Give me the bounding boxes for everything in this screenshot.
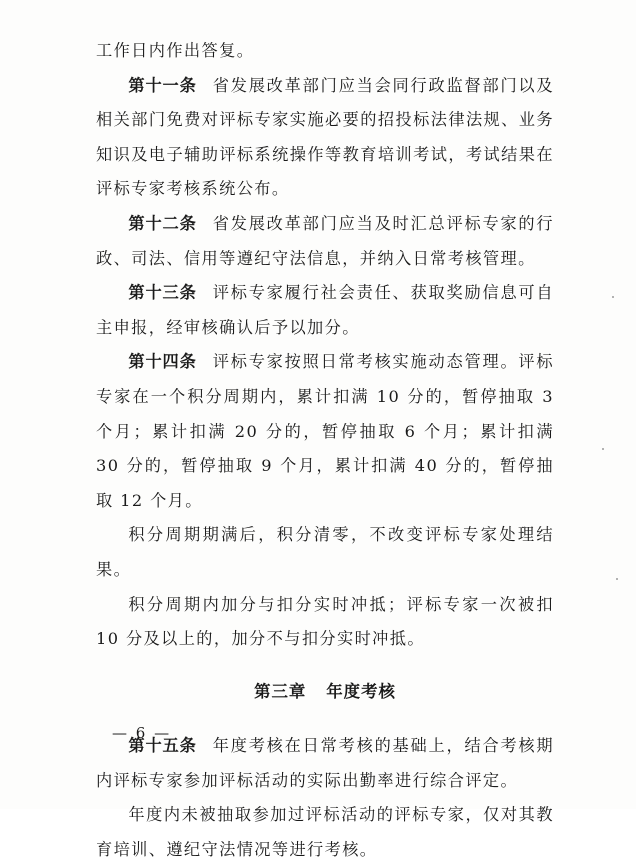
article-13-label: 第十三条 [128, 283, 197, 303]
article-15-text: 年度考核在日常考核的基础上，结合考核期内评标专家参加评标活动的实际出勤率进行综合评定。 [96, 736, 555, 790]
article-11-label: 第十一条 [128, 75, 197, 95]
document-body [96, 34, 554, 868]
article-12-text: 省发展改革部门应当及时汇总评标专家的行政、司法、信用等遵纪守法信息，并纳入日常考核管理。 [96, 213, 555, 268]
page-number: — 6 — [112, 724, 172, 742]
article-12-label: 第十二条 [128, 213, 197, 233]
final-paragraph: 年度内未被抽取参加过评标活动的评标专家，仅对其教育培训、遵纪守法情况等进行考核。 [96, 805, 554, 860]
article-11-text: 省发展改革部门应当会同行政监督部门以及相关部门免费对评标专家实施必要的招投标法律法规、业务知识及电子辅助评标系统操作等教育培训考试，考试结果在评标专家考核系统公布。 [96, 75, 555, 199]
scan-speck [612, 296, 614, 298]
points-reset-paragraph: 积分周期期满后，积分清零，不改变评标专家处理结果。 [96, 525, 554, 579]
chapter-title: 年度考核 [326, 681, 396, 701]
article-13-text: 评标专家履行社会责任、获取奖励信息可自主申报，经审核确认后予以加分。 [96, 283, 555, 337]
article-14-label: 第十四条 [128, 352, 197, 372]
scan-speck [616, 578, 618, 580]
article-12 [96, 207, 554, 276]
chapter-number: 第三章 [254, 681, 307, 701]
article-14-text: 评标专家按照日常考核实施动态管理。评标专家在一个积分周期内，累计扣满 10 分的，暂停抽取 3 个月；累计扣满 20 分的，暂停抽取 6 个月；累计扣满 30 分的，暂停抽取 9 个月，累计扣满 40 分的，暂停抽取 12 个月。 [96, 352, 555, 510]
article-15-label: 第十五条 [128, 736, 197, 756]
article-11 [96, 69, 554, 207]
opening-line: 工作日内作出答复。 [96, 41, 255, 60]
points-offset-paragraph: 积分周期内加分与扣分实时冲抵；评标专家一次被扣 10 分及以上的，加分不与扣分实时冲抵。 [96, 594, 554, 649]
scan-speck [602, 448, 604, 450]
article-13 [96, 276, 554, 345]
chapter-heading [96, 675, 554, 710]
article-14 [96, 345, 554, 518]
